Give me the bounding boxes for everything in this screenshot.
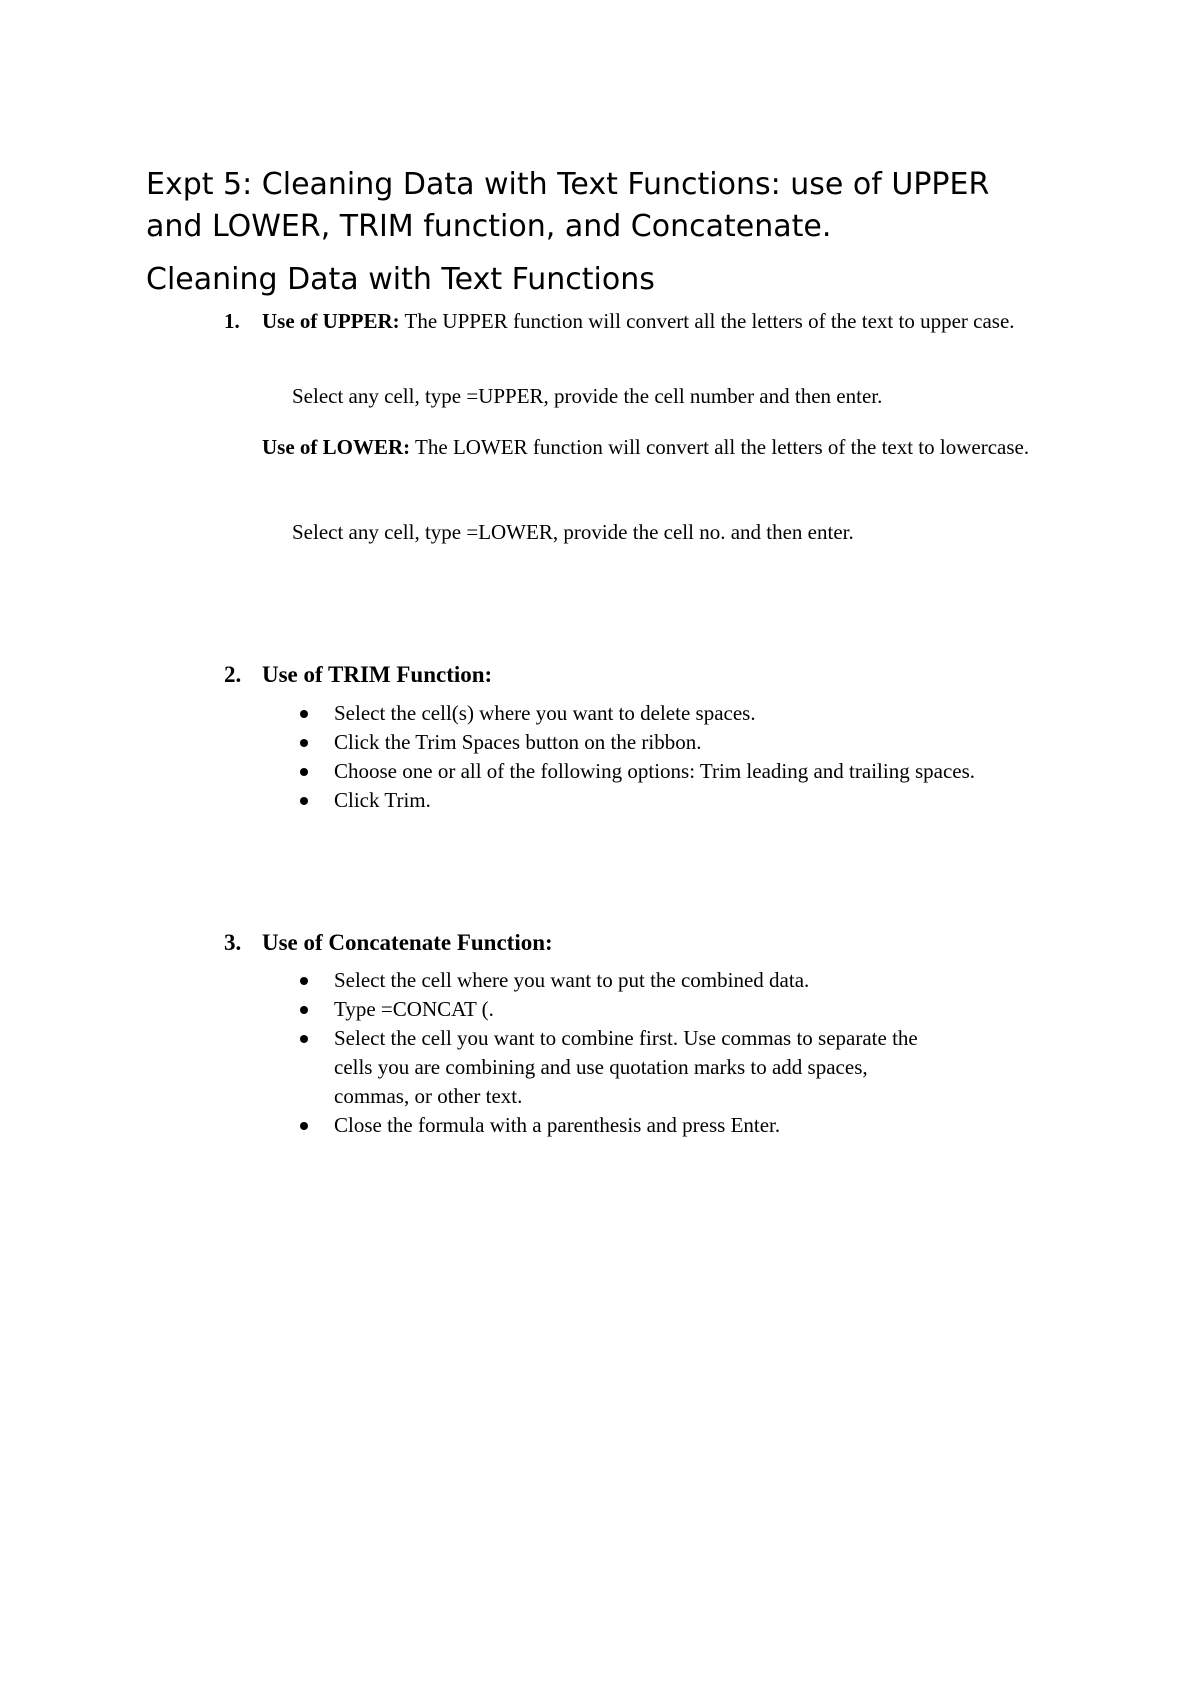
lower-instruction: Select any cell, type =LOWER, provide the cell no. and then enter. [292,520,854,544]
list-item: Click Trim. [296,786,1036,815]
bullet-icon [300,739,308,747]
concat-steps-list [296,966,936,1140]
bullet-icon [300,1006,308,1014]
bullet-icon [300,797,308,805]
upper-heading: Use of UPPER: [262,309,400,333]
upper-description [262,307,1062,336]
list-item: Click the Trim Spaces button on the ribbon. [296,728,1036,757]
list-item: Close the formula with a parenthesis and press Enter. [296,1111,936,1140]
list-item: Select the cell where you want to put the combined data. [296,966,936,995]
bullet-icon [300,1035,308,1043]
section3-heading: Use of Concatenate Function: [262,930,553,955]
section1-number: 1. [224,309,240,333]
upper-instruction: Select any cell, type =UPPER, provide the cell number and then enter. [292,384,883,408]
trim-steps-list [296,699,1036,815]
bullet-icon [300,768,308,776]
section2-heading: Use of TRIM Function: [262,662,493,687]
list-item: Choose one or all of the following options: Trim leading and trailing spaces. [296,757,1036,786]
section2-number: 2. [224,662,242,687]
bullet-icon [300,1122,308,1130]
list-item: Select the cell(s) where you want to delete spaces. [296,699,1036,728]
section3-number: 3. [224,930,242,955]
list-item: Type =CONCAT (. [296,995,936,1024]
section-subtitle: Cleaning Data with Text Functions [146,262,655,297]
list-item: Select the cell you want to combine first. Use commas to separate the cells you are combining and use quotation marks to add spaces, commas, or other text. [296,1024,936,1111]
lower-description [262,433,1062,462]
lower-text: The LOWER function will convert all the letters of the text to lowercase. [410,435,1030,459]
lower-heading: Use of LOWER: [262,435,411,459]
document-title: Expt 5: Cleaning Data with Text Functions: use of UPPER and LOWER, TRIM function, and Concatenate. [146,167,990,244]
bullet-icon [300,977,308,985]
upper-text: The UPPER function will convert all the letters of the text to upper case. [399,309,1015,333]
bullet-icon [300,710,308,718]
